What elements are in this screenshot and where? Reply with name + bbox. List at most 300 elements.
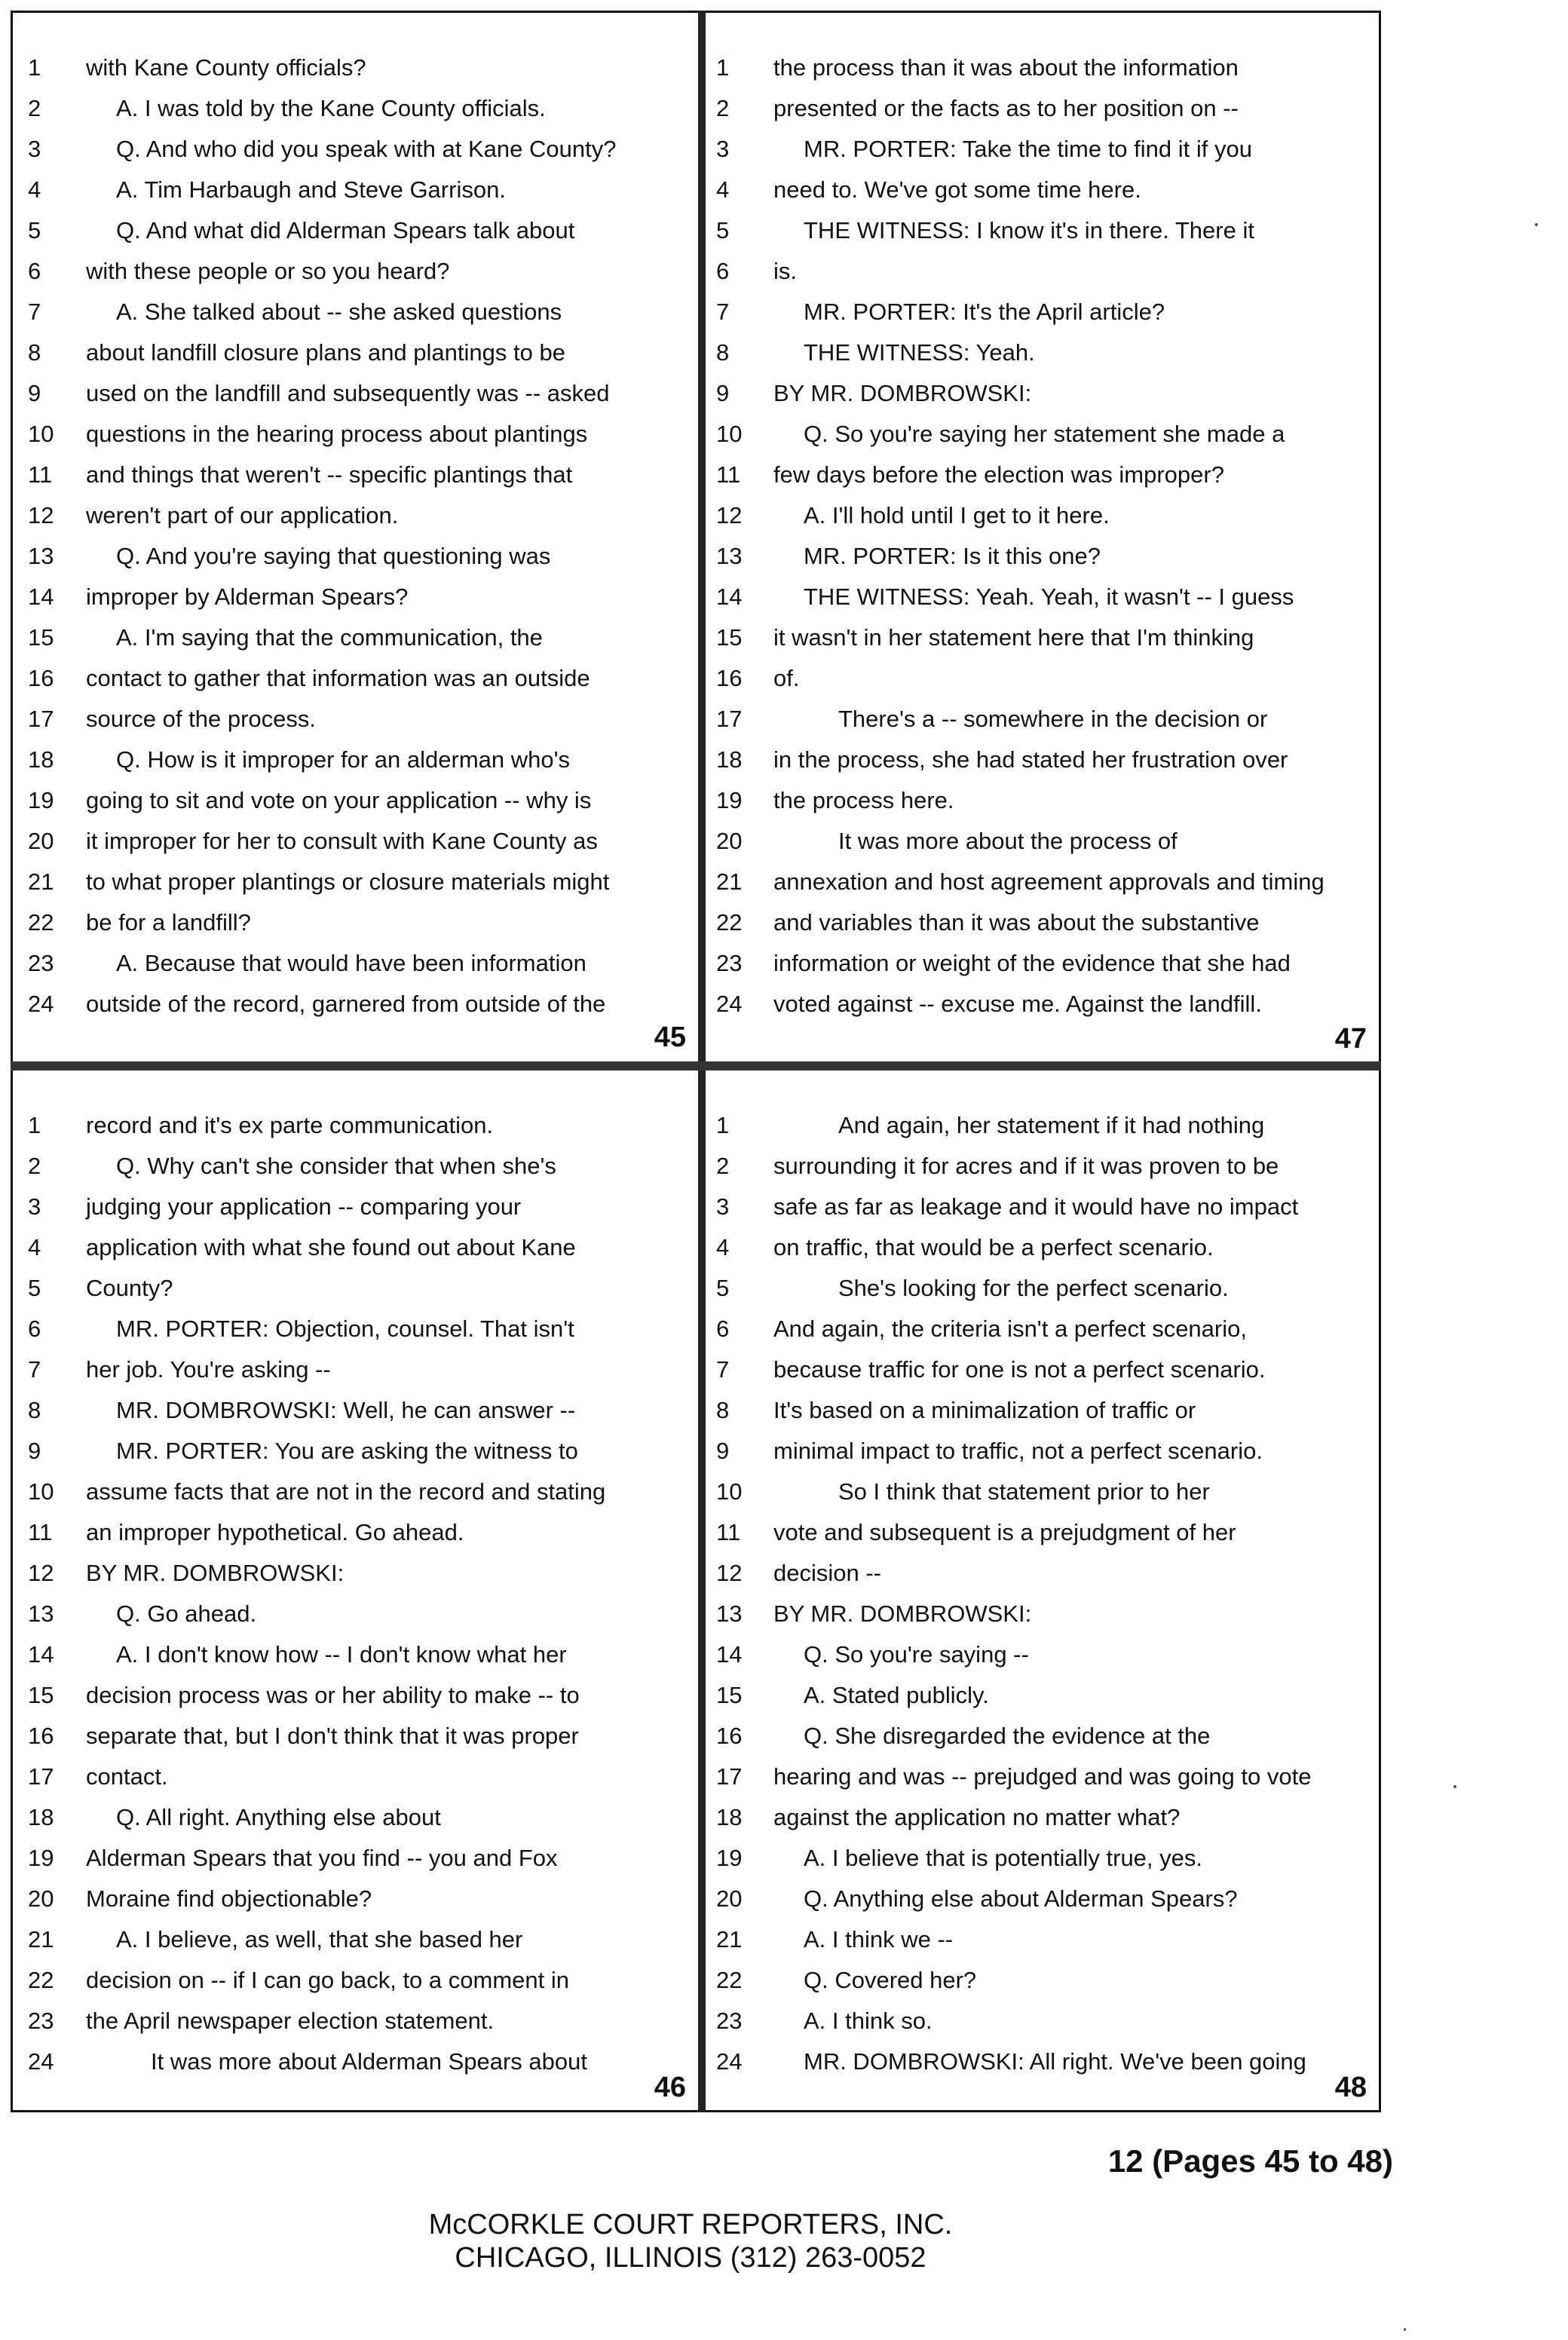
line-number: 19 xyxy=(28,1845,54,1871)
line-number: 24 xyxy=(716,991,743,1017)
line-text: to what proper plantings or closure materials might xyxy=(86,868,610,895)
transcript-line xyxy=(13,1634,698,1675)
line-number: 17 xyxy=(28,706,54,732)
transcript-line xyxy=(706,902,1379,943)
line-text: Q. So you're saying -- xyxy=(804,1641,1029,1668)
line-number: 12 xyxy=(716,502,743,528)
transcript-line xyxy=(13,821,698,862)
line-text: There's a -- somewhere in the decision or xyxy=(838,706,1268,732)
line-number: 3 xyxy=(28,136,41,162)
line-text: outside of the record, garnered from outside of the xyxy=(86,991,606,1017)
line-text: contact to gather that information was an outside xyxy=(86,665,590,691)
line-text: an improper hypothetical. Go ahead. xyxy=(86,1519,464,1545)
line-number: 2 xyxy=(716,1153,730,1179)
transcript-line xyxy=(706,984,1379,1025)
transcript-line xyxy=(706,292,1379,332)
line-text: few days before the election was improper? xyxy=(773,461,1224,488)
line-number: 18 xyxy=(28,746,54,773)
line-number: 12 xyxy=(28,502,54,528)
transcript-line xyxy=(13,1431,698,1472)
line-number: 13 xyxy=(716,1600,743,1627)
transcript-line xyxy=(706,699,1379,740)
line-number: 8 xyxy=(716,1397,730,1423)
line-text: A. I think so. xyxy=(804,2008,933,2034)
line-text: assume facts that are not in the record and stating xyxy=(86,1478,606,1505)
line-text: A. She talked about -- she asked questions xyxy=(116,299,562,325)
transcript-line xyxy=(706,740,1379,780)
line-text: the April newspaper election statement. xyxy=(86,2008,495,2034)
transcript-line xyxy=(706,210,1379,251)
line-text: improper by Alderman Spears? xyxy=(86,583,409,610)
line-text: information or weight of the evidence that she had xyxy=(773,950,1291,976)
line-number: 3 xyxy=(716,136,730,162)
line-number: 20 xyxy=(716,1885,743,1912)
line-number: 17 xyxy=(28,1763,54,1790)
scan-speck xyxy=(1404,2328,1406,2331)
transcript-line xyxy=(706,1716,1379,1757)
line-number: 9 xyxy=(28,380,41,406)
line-number: 11 xyxy=(716,461,741,488)
line-text: with Kane County officials? xyxy=(86,54,366,81)
transcript-line xyxy=(706,943,1379,984)
line-text: Q. She disregarded the evidence at the xyxy=(804,1723,1211,1749)
line-text: BY MR. DOMBROWSKI: xyxy=(773,380,1032,406)
line-text: record and it's ex parte communication. xyxy=(86,1112,494,1138)
transcript-line xyxy=(706,1960,1379,2001)
line-number: 21 xyxy=(716,868,743,895)
line-number: 15 xyxy=(28,624,54,651)
transcript-line xyxy=(706,1879,1379,1919)
transcript-line xyxy=(13,373,698,414)
line-number: 24 xyxy=(28,991,54,1017)
transcript-line xyxy=(706,170,1379,210)
transcript-line xyxy=(13,1309,698,1349)
line-number: 11 xyxy=(716,1519,741,1545)
line-number: 14 xyxy=(28,583,54,610)
line-list xyxy=(13,1105,698,2082)
line-text: Q. So you're saying her statement she made a xyxy=(804,421,1285,447)
transcript-line xyxy=(13,1187,698,1227)
transcript-line xyxy=(13,495,698,536)
line-text: the process here. xyxy=(773,787,954,813)
transcript-line xyxy=(706,577,1379,617)
line-number: 18 xyxy=(716,746,743,773)
line-text: THE WITNESS: I know it's in there. There it xyxy=(804,217,1254,243)
transcript-line xyxy=(13,129,698,170)
firm-location: CHICAGO, ILLINOIS (312) 263-0052 xyxy=(455,2242,926,2274)
line-text: hearing and was -- prejudged and was going to vote xyxy=(773,1763,1312,1790)
line-text: presented or the facts as to her position on -- xyxy=(773,95,1239,121)
line-text: be for a landfill? xyxy=(86,909,251,936)
transcript-line xyxy=(706,495,1379,536)
transcript-line xyxy=(706,1797,1379,1838)
line-text: annexation and host agreement approvals and timing xyxy=(773,868,1325,895)
line-number: 8 xyxy=(716,339,730,366)
line-text: with these people or so you heard? xyxy=(86,258,450,284)
line-text: A. Stated publicly. xyxy=(804,1682,989,1708)
line-number: 19 xyxy=(716,1845,743,1871)
line-text: A. I believe, as well, that she based her xyxy=(116,1926,523,1953)
line-number: 3 xyxy=(28,1193,41,1220)
line-text: minimal impact to traffic, not a perfect scenario. xyxy=(773,1438,1263,1464)
line-number: 12 xyxy=(28,1560,54,1586)
line-number: 14 xyxy=(28,1641,54,1668)
line-list xyxy=(706,1105,1379,2082)
line-number: 18 xyxy=(28,1804,54,1830)
transcript-line xyxy=(13,862,698,902)
line-number: 10 xyxy=(28,421,54,447)
line-number: 1 xyxy=(28,54,41,81)
line-text: Moraine find objectionable? xyxy=(86,1885,372,1912)
line-list xyxy=(13,47,698,1025)
transcript-line xyxy=(706,1594,1379,1634)
transcript-line xyxy=(13,414,698,455)
line-text: MR. DOMBROWSKI: All right. We've been going xyxy=(804,2048,1306,2075)
line-text: MR. PORTER: It's the April article? xyxy=(804,299,1165,325)
transcript-line xyxy=(13,1879,698,1919)
line-text: of. xyxy=(773,665,800,691)
line-number: 4 xyxy=(716,176,730,203)
transcript-page-46 xyxy=(13,1070,698,2110)
transcript-line xyxy=(13,902,698,943)
transcript-line xyxy=(706,1268,1379,1309)
transcript-line xyxy=(13,455,698,495)
transcript-line xyxy=(13,1146,698,1187)
transcript-line xyxy=(706,780,1379,821)
page-number: 46 xyxy=(654,2072,686,2103)
transcript-line xyxy=(706,251,1379,292)
page-number: 47 xyxy=(1334,1023,1367,1055)
transcript-line xyxy=(13,292,698,332)
transcript-line xyxy=(13,1716,698,1757)
transcript-line xyxy=(13,88,698,129)
line-text: Q. And who did you speak with at Kane County? xyxy=(116,136,617,162)
line-number: 22 xyxy=(28,1967,54,1993)
line-text: THE WITNESS: Yeah. Yeah, it wasn't -- I guess xyxy=(804,583,1294,610)
line-text: And again, her statement if it had nothing xyxy=(838,1112,1265,1138)
line-text: in the process, she had stated her frustration over xyxy=(773,746,1288,773)
line-number: 6 xyxy=(716,1315,730,1342)
line-number: 23 xyxy=(716,2008,743,2034)
line-number: 11 xyxy=(28,461,53,488)
line-number: 2 xyxy=(716,95,730,121)
line-text: MR. DOMBROWSKI: Well, he can answer -- xyxy=(116,1397,576,1423)
line-number: 23 xyxy=(28,950,54,976)
transcript-line xyxy=(13,1960,698,2001)
line-text: Alderman Spears that you find -- you and Fox xyxy=(86,1845,558,1871)
line-text: weren't part of our application. xyxy=(86,502,399,528)
transcript-line xyxy=(13,740,698,780)
line-number: 8 xyxy=(28,339,41,366)
line-text: Q. And what did Alderman Spears talk about xyxy=(116,217,575,243)
line-number: 1 xyxy=(716,1112,730,1138)
line-number: 20 xyxy=(28,828,54,854)
transcript-line xyxy=(706,1349,1379,1390)
line-number: 17 xyxy=(716,1763,743,1790)
line-text: decision on -- if I can go back, to a comment in xyxy=(86,1967,569,1993)
transcript-line xyxy=(13,1553,698,1594)
transcript-page-47 xyxy=(706,13,1379,1061)
line-text: And again, the criteria isn't a perfect scenario, xyxy=(773,1315,1247,1342)
line-number: 4 xyxy=(28,176,41,203)
line-number: 7 xyxy=(716,299,730,325)
line-text: going to sit and vote on your application -- why is xyxy=(86,787,592,813)
transcript-line xyxy=(706,1390,1379,1431)
line-text: safe as far as leakage and it would have no impact xyxy=(773,1193,1299,1220)
line-text: MR. PORTER: Objection, counsel. That isn't xyxy=(116,1315,574,1342)
line-list xyxy=(706,47,1379,1025)
line-text: It's based on a minimalization of traffic or xyxy=(773,1397,1196,1423)
transcript-line xyxy=(706,1472,1379,1512)
line-text: A. I believe that is potentially true, yes. xyxy=(804,1845,1202,1871)
scan-speck xyxy=(1453,1785,1456,1788)
line-number: 5 xyxy=(716,1275,730,1301)
line-text: MR. PORTER: You are asking the witness to xyxy=(116,1438,578,1464)
transcript-line xyxy=(13,1838,698,1879)
line-text: So I think that statement prior to her xyxy=(838,1478,1210,1505)
line-text: source of the process. xyxy=(86,706,316,732)
line-text: against the application no matter what? xyxy=(773,1804,1181,1830)
pages-label: 12 (Pages 45 to 48) xyxy=(1107,2143,1393,2179)
transcript-line xyxy=(13,1268,698,1309)
transcript-line xyxy=(706,1105,1379,1146)
line-text: Q. How is it improper for an alderman who's xyxy=(116,746,571,773)
transcript-line xyxy=(13,1797,698,1838)
line-number: 14 xyxy=(716,1641,743,1668)
line-text: A. I think we -- xyxy=(804,1926,954,1953)
line-number: 5 xyxy=(716,217,730,243)
line-text: and variables than it was about the substantive xyxy=(773,909,1260,936)
line-text: Q. Covered her? xyxy=(804,1967,977,1993)
transcript-line xyxy=(706,2041,1379,2082)
transcript-line xyxy=(13,1349,698,1390)
transcript-line xyxy=(706,1634,1379,1675)
line-number: 6 xyxy=(716,258,730,284)
line-number: 15 xyxy=(28,1682,54,1708)
line-text: and things that weren't -- specific plantings that xyxy=(86,461,573,488)
line-text: application with what she found out about Kane xyxy=(86,1234,576,1260)
line-number: 24 xyxy=(28,2048,54,2075)
transcript-line xyxy=(706,1553,1379,1594)
transcript-line xyxy=(13,1512,698,1553)
line-number: 17 xyxy=(716,706,743,732)
horizontal-divider xyxy=(11,1061,1381,1070)
transcript-line xyxy=(13,780,698,821)
transcript-line xyxy=(13,1757,698,1797)
firm-name: McCORKLE COURT REPORTERS, INC. xyxy=(428,2209,953,2240)
line-text: judging your application -- comparing your xyxy=(86,1193,522,1220)
transcript-line xyxy=(13,699,698,740)
transcript-page-48 xyxy=(706,1070,1379,2110)
line-text: surrounding it for acres and if it was proven to be xyxy=(773,1153,1279,1179)
transcript-line xyxy=(706,129,1379,170)
transcript-line xyxy=(13,984,698,1025)
line-number: 10 xyxy=(716,421,743,447)
line-text: Q. Go ahead. xyxy=(116,1600,257,1627)
line-number: 7 xyxy=(28,299,41,325)
line-number: 9 xyxy=(28,1438,41,1464)
transcript-line xyxy=(13,2041,698,2082)
transcript-line xyxy=(13,1105,698,1146)
line-number: 22 xyxy=(716,909,743,936)
line-number: 22 xyxy=(28,909,54,936)
line-number: 21 xyxy=(28,868,54,895)
line-number: 11 xyxy=(28,1519,53,1545)
line-number: 14 xyxy=(716,583,743,610)
line-text: A. I don't know how -- I don't know what her xyxy=(116,1641,567,1668)
transcript-line xyxy=(706,1187,1379,1227)
line-number: 6 xyxy=(28,258,41,284)
transcript-line xyxy=(13,47,698,88)
transcript-line xyxy=(706,658,1379,699)
line-number: 10 xyxy=(28,1478,54,1505)
line-text: BY MR. DOMBROWSKI: xyxy=(773,1600,1032,1627)
line-text: contact. xyxy=(86,1763,168,1790)
line-text: MR. PORTER: Take the time to find it if you xyxy=(804,136,1252,162)
transcript-line xyxy=(13,1390,698,1431)
line-number: 15 xyxy=(716,624,743,651)
line-text: separate that, but I don't think that it was proper xyxy=(86,1723,579,1749)
transcript-line xyxy=(706,373,1379,414)
transcript-line xyxy=(706,862,1379,902)
line-text: voted against -- excuse me. Against the landfill. xyxy=(773,991,1262,1017)
line-text: She's looking for the perfect scenario. xyxy=(838,1275,1229,1301)
line-number: 9 xyxy=(716,380,730,406)
line-number: 16 xyxy=(716,665,743,691)
line-text: THE WITNESS: Yeah. xyxy=(804,339,1035,366)
transcript-line xyxy=(13,170,698,210)
transcript-line xyxy=(706,1309,1379,1349)
transcript-line xyxy=(706,414,1379,455)
transcript-line xyxy=(13,251,698,292)
transcript-line xyxy=(13,1919,698,1960)
transcript-line xyxy=(706,2001,1379,2041)
transcript-line xyxy=(706,1675,1379,1716)
line-number: 20 xyxy=(28,1885,54,1912)
transcript-line xyxy=(13,210,698,251)
line-number: 20 xyxy=(716,828,743,854)
line-number: 5 xyxy=(28,1275,41,1301)
line-number: 1 xyxy=(28,1112,41,1138)
transcript-line xyxy=(706,1919,1379,1960)
line-number: 1 xyxy=(716,54,730,81)
transcript-line xyxy=(706,536,1379,577)
line-text: Q. Why can't she consider that when she's xyxy=(116,1153,556,1179)
line-number: 21 xyxy=(716,1926,743,1953)
line-number: 3 xyxy=(716,1193,730,1220)
line-number: 13 xyxy=(28,543,54,569)
transcript-line xyxy=(13,1227,698,1268)
line-text: used on the landfill and subsequently was -- asked xyxy=(86,380,610,406)
line-text: MR. PORTER: Is it this one? xyxy=(804,543,1101,569)
line-number: 7 xyxy=(28,1356,41,1383)
line-text: about landfill closure plans and plantings to be xyxy=(86,339,565,366)
line-number: 24 xyxy=(716,2048,743,2075)
transcript-line xyxy=(706,1838,1379,1879)
line-number: 2 xyxy=(28,95,41,121)
transcript-line xyxy=(706,821,1379,862)
line-number: 18 xyxy=(716,1804,743,1830)
line-number: 4 xyxy=(716,1234,730,1260)
line-number: 6 xyxy=(28,1315,41,1342)
line-number: 13 xyxy=(716,543,743,569)
line-number: 10 xyxy=(716,1478,743,1505)
scan-speck xyxy=(1535,223,1538,226)
line-number: 8 xyxy=(28,1397,41,1423)
line-text: because traffic for one is not a perfect scenario. xyxy=(773,1356,1266,1383)
line-text: need to. We've got some time here. xyxy=(773,176,1141,203)
line-number: 9 xyxy=(716,1438,730,1464)
transcript-line xyxy=(706,1757,1379,1797)
line-text: decision process was or her ability to make -- to xyxy=(86,1682,580,1708)
line-text: vote and subsequent is a prejudgment of her xyxy=(773,1519,1236,1545)
line-text: A. Tim Harbaugh and Steve Garrison. xyxy=(116,176,506,203)
line-text: County? xyxy=(86,1275,173,1301)
line-text: it wasn't in her statement here that I'm thinking xyxy=(773,624,1254,651)
line-text: It was more about the process of xyxy=(838,828,1178,854)
transcript-line xyxy=(706,332,1379,373)
line-text: Q. All right. Anything else about xyxy=(116,1804,441,1830)
transcript-line xyxy=(13,943,698,984)
line-number: 5 xyxy=(28,217,41,243)
line-number: 19 xyxy=(716,787,743,813)
line-number: 15 xyxy=(716,1682,743,1708)
line-text: her job. You're asking -- xyxy=(86,1356,331,1383)
line-number: 13 xyxy=(28,1600,54,1627)
line-number: 16 xyxy=(716,1723,743,1749)
transcript-line xyxy=(13,577,698,617)
line-text: Q. Anything else about Alderman Spears? xyxy=(804,1885,1238,1912)
page-number: 45 xyxy=(654,1021,686,1053)
transcript-line xyxy=(706,617,1379,658)
transcript-line xyxy=(13,1594,698,1634)
transcript-line xyxy=(706,455,1379,495)
line-text: decision -- xyxy=(773,1560,881,1586)
line-text: A. I'll hold until I get to it here. xyxy=(804,502,1110,528)
line-text: it improper for her to consult with Kane County as xyxy=(86,828,598,854)
transcript-line xyxy=(706,1512,1379,1553)
line-text: A. Because that would have been information xyxy=(116,950,586,976)
transcript-line xyxy=(13,1472,698,1512)
line-text: questions in the hearing process about plantings xyxy=(86,421,588,447)
transcript-line xyxy=(13,658,698,699)
line-text: the process than it was about the information xyxy=(773,54,1239,81)
line-number: 23 xyxy=(716,950,743,976)
line-number: 4 xyxy=(28,1234,41,1260)
line-text: A. I'm saying that the communication, the xyxy=(116,624,543,651)
transcript-line xyxy=(13,1675,698,1716)
line-number: 2 xyxy=(28,1153,41,1179)
line-number: 16 xyxy=(28,665,54,691)
line-text: is. xyxy=(773,258,797,284)
transcript-line xyxy=(706,1227,1379,1268)
transcript-line xyxy=(13,536,698,577)
line-number: 22 xyxy=(716,1967,743,1993)
line-number: 12 xyxy=(716,1560,743,1586)
line-number: 21 xyxy=(28,1926,54,1953)
line-text: It was more about Alderman Spears about xyxy=(151,2048,587,2075)
transcript-line xyxy=(13,617,698,658)
line-number: 16 xyxy=(28,1723,54,1749)
line-number: 19 xyxy=(28,787,54,813)
transcript-line xyxy=(706,88,1379,129)
page-number: 48 xyxy=(1334,2072,1367,2103)
line-number: 23 xyxy=(28,2008,54,2034)
transcript-line xyxy=(706,47,1379,88)
line-number: 7 xyxy=(716,1356,730,1383)
transcript-page-45 xyxy=(13,13,698,1061)
transcript-line xyxy=(706,1146,1379,1187)
